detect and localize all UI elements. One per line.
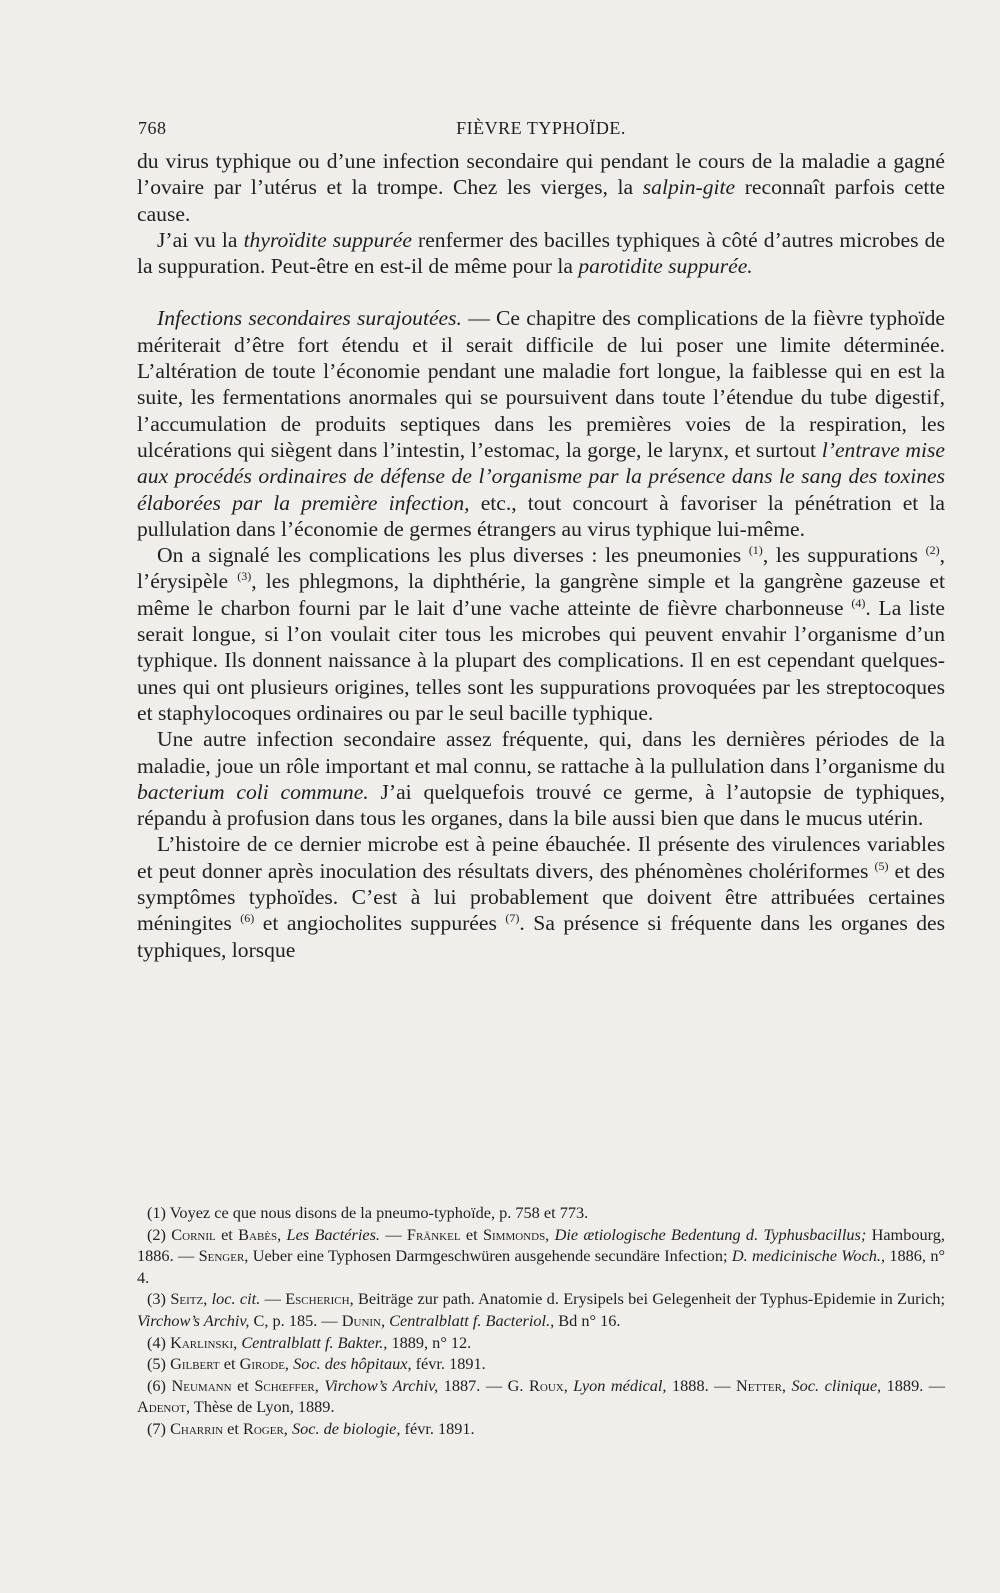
author-name: Girode, bbox=[239, 1354, 289, 1374]
footnote-2 bbox=[137, 1224, 945, 1289]
paragraph-3 bbox=[137, 305, 945, 542]
footnote-mark: (1) bbox=[147, 1203, 166, 1222]
author-name: Karlinski, bbox=[170, 1332, 238, 1352]
work-title: Die ætiologische Bedentung d. Typhusbacillus; bbox=[554, 1224, 867, 1244]
footnote-7 bbox=[137, 1418, 945, 1440]
paragraph-6 bbox=[137, 831, 945, 962]
text-run: et angiocholites suppurées bbox=[262, 911, 497, 936]
text-run: et bbox=[223, 1354, 236, 1374]
paragraph-1 bbox=[137, 148, 945, 227]
italic-term: bacterium coli commune. bbox=[137, 779, 369, 804]
work-title: Soc. des hôpitaux, bbox=[293, 1354, 412, 1374]
work-title: Centralblatt f. Bacteriol., bbox=[389, 1310, 555, 1330]
text-run: , les suppurations bbox=[762, 543, 918, 568]
text-run: 1888. — bbox=[672, 1375, 731, 1395]
work-title: D. medicinische Woch., bbox=[731, 1246, 886, 1266]
work-title: Soc. clinique, bbox=[791, 1375, 882, 1395]
section-title: Infections secondaires surajoutées. bbox=[157, 306, 462, 331]
paragraph-2 bbox=[137, 227, 945, 280]
running-title: FIÈVRE TYPHOÏDE. bbox=[456, 118, 626, 138]
text-run: et bbox=[227, 1418, 239, 1438]
author-name: Neumann bbox=[171, 1375, 232, 1395]
text-run: févr. 1891. bbox=[415, 1354, 486, 1374]
work-title: Virchow’s Archiv, bbox=[324, 1375, 439, 1395]
work-title: Soc. de biologie, bbox=[291, 1418, 401, 1438]
text-run: L’histoire de ce dernier microbe est à peine ébauchée. Il présente des virulences variables et peut donner après inoculation des résultats divers, des phénomènes cholériformes bbox=[137, 832, 945, 883]
work-title: Lyon médical, bbox=[573, 1375, 667, 1395]
footnote-5 bbox=[137, 1353, 945, 1375]
footnote-mark: (2) bbox=[147, 1224, 166, 1244]
text-run: reconnaît parfois cette cause. bbox=[137, 175, 945, 226]
text-run: 1889, n° 12. bbox=[391, 1332, 472, 1352]
text-run: et bbox=[221, 1224, 233, 1244]
text-run: J’ai vu la bbox=[157, 227, 238, 252]
text-run: Beiträge zur path. Anatomie d. Erysipels bei Gelegenheit der Typhus-Epidemie in Zurich; bbox=[358, 1289, 945, 1309]
text-run: On a signalé les complications les plus diverses : les pneumonies bbox=[157, 543, 742, 568]
footnote-ref: (7) bbox=[505, 911, 520, 926]
text-run: 1886, n° 4. bbox=[137, 1246, 945, 1287]
footnote-6 bbox=[137, 1375, 945, 1418]
page-number: 768 bbox=[138, 118, 167, 138]
text-run: C, p. 185. — bbox=[253, 1310, 338, 1330]
text-run: 1889. — bbox=[886, 1375, 946, 1395]
author-name: Netter, bbox=[735, 1375, 786, 1395]
footnote-ref: (4) bbox=[851, 595, 866, 610]
footnote-mark: (3) bbox=[147, 1289, 166, 1309]
author-name: Charrin bbox=[170, 1418, 224, 1438]
footnote-mark: (4) bbox=[147, 1332, 166, 1352]
footnotes bbox=[137, 1202, 945, 1440]
text-run: . La liste serait longue, si l’on voulait citer tous les microbes qui peuvent envahir l’organisme d’un typhique. Ils donnent naissance à la plupart des complications. Il en est cependant quelques-unes qui ont plusieurs origines, telles sont les suppurations provoquées par les streptocoques et staphylocoques ordinaires ou par le seul bacille typhique. bbox=[137, 595, 945, 725]
footnote-3 bbox=[137, 1288, 945, 1331]
footnote-ref: (3) bbox=[237, 569, 252, 584]
text-run: . Sa présence si fréquente dans les organes des typhiques, lorsque bbox=[137, 911, 946, 962]
text-run: et des symptômes typhoïdes. C’est à lui probablement que doivent être attribuées certaines méningites bbox=[137, 858, 945, 936]
footnote-ref: (5) bbox=[874, 858, 889, 873]
footnote-1 bbox=[137, 1202, 945, 1224]
text-run: , l’érysipèle bbox=[137, 543, 946, 594]
footnote-text: Voyez ce que nous disons de la pneumo-typhoïde, p. 758 et 773. bbox=[169, 1203, 589, 1222]
footnote-mark: (7) bbox=[147, 1418, 166, 1438]
text-run: Ueber eine Typhosen Darmgeschwüren ausgehende secundäre Infection; bbox=[252, 1246, 728, 1266]
text-run: J’ai quelquefois trouvé ce germe, à l’autopsie de typhiques, répandu à profusion dans tous les organes, dans la bile aussi bien que dans le mucus utérin. bbox=[137, 779, 945, 831]
author-name: Schœffer, bbox=[254, 1375, 319, 1395]
author-name: Seitz, bbox=[170, 1289, 208, 1309]
text-run: du virus typhique ou d’une infection secondaire qui pendant le cours de la maladie a gagné l’ovaire par l’utérus et la trompe. Chez les vierges, la bbox=[137, 149, 945, 200]
text-run: , les phlegmons, la diphthérie, la gangrène simple et la gangrène gazeuse et même le charbon fourni par le lait d’une vache atteinte de fièvre charbonneuse bbox=[137, 569, 946, 620]
work-title: loc. cit. bbox=[211, 1289, 261, 1309]
text-run: 1887. — G. bbox=[443, 1375, 524, 1395]
main-text bbox=[137, 148, 945, 963]
running-header bbox=[138, 118, 944, 146]
footnote-4 bbox=[137, 1332, 945, 1354]
footnote-mark: (5) bbox=[147, 1354, 166, 1374]
italic-term: thyroïdite suppurée bbox=[243, 227, 412, 252]
author-name: Adenot, bbox=[137, 1397, 191, 1417]
footnote-ref: (6) bbox=[240, 911, 255, 926]
text-run: et bbox=[465, 1224, 478, 1244]
footnote-ref: (2) bbox=[925, 543, 940, 558]
paragraph-5 bbox=[137, 726, 945, 831]
work-title: Les Bactéries. bbox=[286, 1224, 380, 1244]
author-name: Dunin, bbox=[341, 1310, 386, 1330]
text-run: Bd n° 16. bbox=[558, 1310, 621, 1330]
text-run: et bbox=[237, 1375, 249, 1395]
author-name: Roux, bbox=[529, 1375, 568, 1395]
author-name: Cornil bbox=[171, 1224, 216, 1244]
italic-term: salpin-gite bbox=[642, 175, 736, 200]
text-run: etc., tout concourt à favoriser la pénétration et la pullulation dans l’économie de germes étrangers au virus typhique lui-même. bbox=[137, 490, 946, 541]
author-name: Gilbert bbox=[170, 1354, 220, 1374]
text-run: févr. 1891. bbox=[404, 1418, 475, 1438]
text-run: — Ce chapitre des complications de la fièvre typhoïde mériterait d’être fort étendu et il serait difficile de lui poser une limite déterminée. L’altération de toute l’économie pendant une maladie fort longue, la faiblesse qui en est la suite, les fermentations anormales qui se poursuivent dans toute l’étendue du tube digestif, l’accumulation de produits septiques dans les premières voies de la respiration, les ulcérations qui siègent dans l’intestin, l’estomac, la gorge, le larynx, et surtout bbox=[137, 306, 945, 462]
text-run: — bbox=[264, 1289, 281, 1309]
italic-term: parotidite suppurée. bbox=[578, 254, 753, 279]
author-name: Fränkel bbox=[406, 1224, 461, 1244]
work-title: Centralblatt f. Bakter., bbox=[241, 1332, 388, 1352]
author-name: Simmonds, bbox=[482, 1224, 550, 1244]
text-run: Hambourg, 1886. — bbox=[137, 1224, 945, 1266]
paragraph-4 bbox=[137, 542, 945, 726]
text-run: — bbox=[385, 1224, 402, 1244]
author-name: Escherich, bbox=[285, 1289, 354, 1309]
footnote-mark: (6) bbox=[147, 1375, 166, 1395]
italic-passage: l’entrave mise aux procédés ordinaires de défense de l’organisme par la présence dans le sang des toxines élaborées par la première infection, bbox=[137, 437, 946, 515]
author-name: Roger, bbox=[243, 1418, 288, 1438]
author-name: Senger, bbox=[198, 1246, 249, 1266]
text-run: Une autre infection secondaire assez fréquente, qui, dans les dernières périodes de la maladie, joue un rôle important et mal connu, se rattache à la pullulation dans l’organisme du bbox=[137, 727, 945, 778]
text-run: renfermer des bacilles typhiques à côté d’autres microbes de la suppuration. Peut-être en est-il de même pour la bbox=[137, 227, 945, 279]
footnote-ref: (1) bbox=[748, 543, 763, 558]
author-name: Babès, bbox=[238, 1224, 282, 1244]
work-title: Virchow’s Archiv, bbox=[137, 1310, 250, 1330]
text-run: Thèse de Lyon, 1889. bbox=[193, 1397, 335, 1417]
